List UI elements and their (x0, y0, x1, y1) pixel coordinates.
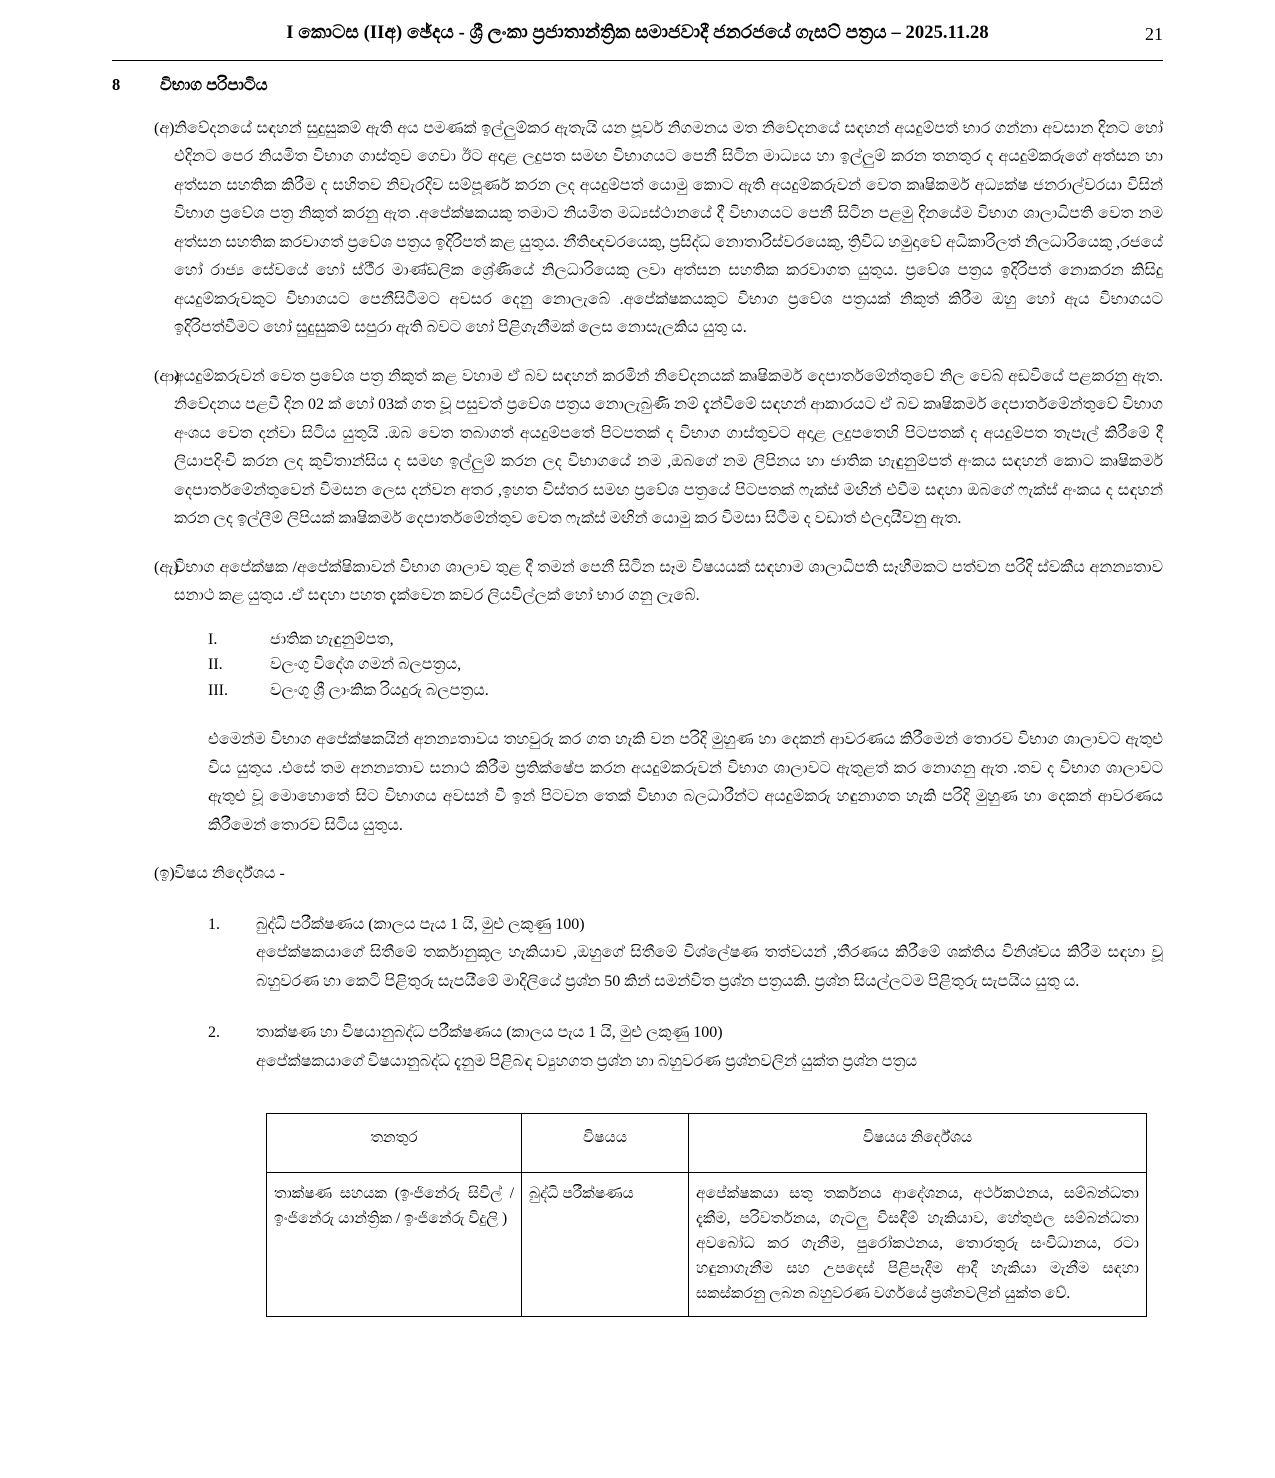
table-header-row (267, 1113, 1147, 1172)
paper-item-2 (112, 1019, 1163, 1077)
paper-title-1: බුද්ධි පරීක්ෂණය (කාලය පැය 1 යි, මුළු ලකුණු 100) (256, 915, 585, 933)
identity-document-list (112, 627, 1163, 705)
table-row (267, 1172, 1147, 1317)
page-number: 21 (1145, 24, 1163, 44)
roman-marker-1: I. (208, 630, 218, 648)
clause-text-a: නිවේදනයේ සඳහන් සුදුසුකම් ඇති අය පමණක් ඉල්ලුම්කර ඇතැයි යන පූර්ව නිගමනය මත නිවේදනයේ සඳහන් අයදුම්පත් භාර ගන්නා අවසාන දිනට හෝ එදිනට පෙර නියමිත විභාග ගාස්තුව ගෙවා ඊට අදාළ ලදුපත සමඟ විභාගයට පෙනී සිටින මාධ්‍යය හා ඉල්ලුම් කරන තනතුර ද අයදුම්කරුගේ අත්සන හා අත්සන සහතික කිරීම ද සහිතව නිවැරදිව සම්පූර්ණ කරන ලද අයදුම්පත් යොමු කොට ඇති අයදුම්කරුවන් වෙත කෘෂිකර්ම අධ්‍යක්ෂ ජනරාල්වරයා විසින් විභාග ප්‍රවේශ පත්‍ර නිකුත් කරනු ඇත .අපේක්ෂකයකු තමාට නියමිත මධ්‍යස්ථානයේ දී විභාගයට පෙනී සිටින පළමු දිනයේම විභාග ශාලාධිපති වෙත නම අත්සන සහතික කරවාගත් ප්‍රවේශ පත්‍රය ඉදිරිපත් කළ යුතුය. නීතිඥවරයෙකු, ප්‍රසිද්ධ නොතාරිස්වරයෙකු, ත්‍රිවිධ හමුදාවේ අධිකාරිලත් නිලධාරියෙකු ,රජයේ හෝ රාජ්‍ය සේවයේ හෝ ස්ථීර මාණ්ඩලික ශ්‍රේණියේ නිලධාරියෙකු ලවා අත්සන සහතික කරවාගත යුතුය. ප්‍රවේශ පත්‍රය ඉදිරිපත් නොකරන කිසිදු අයදුම්කරුවකුට විභාගයට පෙනීසිටීමට අවසර දෙනු නොලැබේ .අපේක්ෂකයකුට විභාග ප්‍රවේශ පත්‍රයක් නිකුත් කිරීම ඔහු හෝ ඇය විභාගයට ඉදිරිපත්වීමට හෝ සුදුසුකම් සපුරා ඇති බවට හෝ පිළිගැනීමක් ලෙස නොසැලකිය යුතු ය. (174, 120, 1163, 337)
clause-text-aa: අයදුම්කරුවන් වෙත ප්‍රවේශ පත්‍ර නිකුත් කළ වහාම ඒ බව සඳහන් කරමින් නිවේදනයක් කෘෂිකර්ම දෙපාර්තමේන්තුවේ නිල වෙබ් අඩවියේ පළකරනු ඇත. නිවේදනය පළවී දින 02 ක් හෝ 03ක් ගත වූ පසුවත් ප්‍රවේශ පත්‍රය නොලැබුණි නම් දැන්වීමේ සඳහන් ආකාරයට ඒ බව කෘෂිකර්ම දෙපාර්තමේන්තුවේ විභාග අංශය වෙත දන්වා සිටිය යුතුයි .ඔබ වෙත තබාගත් අයදුම්පතේ පිටපතක් ද විභාග ගාස්තුවට අදාළ ලදුපතෙහි පිටපතක් ද අයදුම්පත තැපැල් කිරීමේ දී ලියාපදිංචි කරන ලද කුවිතාන්සිය ද සමඟ ඉල්ලුම් කරන ලද විභාගයේ නම ,ඔබගේ නම ලිපිනය හා ජාතික හැඳුනුම්පත් අංකය සඳහන් කොට කෘෂිකර්ම දෙපාර්තමේන්තුවෙන් විමසන ලෙස දන්වන අතර ,ඉහත විස්තර සමඟ ප්‍රවේශ පත්‍රයේ පිටපතක් ෆැක්ස් මඟින් එවීම සඳහා ඔබගේ ෆැක්ස් අංකය ද සඳහන් කරන ලද ඉල්ලීම් ලිපියක් කෘෂිකර්ම දෙපාර්තමේන්තුව වෙත ෆැක්ස් මඟින් යොමු කර විමසා සිටීම ද වඩාත් ඵලදායීවනු ඇත. (174, 367, 1163, 528)
paper-item-1 (112, 911, 1163, 997)
clause-marker-i: (ඉ) (154, 865, 175, 883)
section-heading (112, 75, 1163, 95)
section-title: විභාග පරිපාටිය (160, 75, 268, 94)
gazette-header-title: I කොටස (IIඅ) ඡේදය - ශ්‍රී ලංකා ප්‍රජාතාන්ත්‍රික සමාජවාදී ජනරජයේ ගැසට් පත්‍රය – 2025.11.28 (286, 23, 989, 43)
list-item (112, 627, 1163, 653)
paper-description-2: අපේක්ෂකයාගේ විෂයානුබද්ධ දැනුම පිළිබඳ ව්‍යුහගත ප්‍රශ්න හා බහුවරණ ප්‍රශ්නවලින් යුක්ත ප්‍රශ්න පත්‍රය (256, 1052, 918, 1070)
clause-ae (112, 554, 1163, 611)
paper-title-2: තාක්ෂණ හා විෂයානුබද්ධ පරීක්ෂණය (කාලය පැය 1 යි, මුළු ලකුණු 100) (256, 1023, 723, 1041)
clause-marker-a: (අ) (154, 120, 175, 137)
paper-number-1: 1. (208, 915, 220, 933)
identity-document-3: වලංගු ශ්‍රී ලාංකික රියදුරු බලපත්‍රය. (270, 682, 489, 700)
face-covering-paragraph: එමෙන්ම විභාග අපේක්ෂකයින් අනන්‍යතාවය තහවුරු කර ගත හැකි වන පරිදි මුහුණ හා දෙකන් ආවරණය කිරීමෙන් තොරව විභාග ශාලාවට ඇතුළු විය යුතුය .එසේ තම අනන්‍යතාව සනාථ කිරීම ප්‍රතික්ෂේප කරන අයදුම්කරුවන් විභාග ශාලාවට ඇතුළත් කර නොගනු ඇත .තව ද විභාග ශාලාවට ඇතුළු වූ මොහොතේ සිට විභාගය අවසන් වී ඉන් පිටවන තෙක් විභාග බලධාරීන්ට අයදුම්කරු හඳුනාගත හැකි පරිදි මුහුණ හා දෙකන් ආවරණය කිරීමෙන් තොරව සිටිය යුතුය. (208, 731, 1163, 834)
identity-document-1: ජාතික හැඳුනුම්පත, (270, 630, 394, 648)
clause-a (112, 115, 1163, 343)
clause-aa (112, 363, 1163, 534)
syllabus-table (266, 1113, 1147, 1318)
table-header-subject: විෂයය (522, 1113, 689, 1172)
identity-document-2: වලංගු විදේශ ගමන් බලපත්‍රය, (270, 656, 462, 674)
roman-marker-2: II. (208, 656, 223, 674)
table-cell-post: තාක්ෂණ සහයක (ඉංජිනේරු සිවිල් / ඉංජිනේරු යාන්ත්‍රික / ඉංජිනේරු විදුලි ) (267, 1172, 522, 1317)
section-number: 8 (112, 75, 121, 94)
table-cell-subject: බුද්ධි පරීක්ෂණය (522, 1172, 689, 1317)
list-item (112, 678, 1163, 704)
list-item (112, 652, 1163, 678)
syllabus-table-container (112, 1113, 1163, 1318)
table-header-syllabus: විෂයය නිර්දේශය (689, 1113, 1147, 1172)
syllabus-heading: විෂය නිර්දේශය - (174, 865, 285, 883)
paper-number-2: 2. (208, 1023, 220, 1041)
clause-marker-ae: (ඇ) (154, 558, 179, 576)
header-divider (112, 60, 1163, 61)
clause-i-syllabus (112, 860, 1163, 888)
table-header-post: තනතුර (267, 1113, 522, 1172)
table-cell-syllabus: අපේක්ෂකයා සතු තර්කනය ආදේශනය, අර්ථකථනය, සම්බන්ධතා දැකීම, පරිවර්තනය, ගැටලු විසඳීම් හැකියාව, හේතුඵල සම්බන්ධතා අවබෝධ කර ගැනීම, පුරෝකථනය, තොරතුරු සංවිධානය, රටා හඳුනාගැනීම සහ උපදෙස් පිළිපැදීම ආදී හැකියා මැනීම සඳහා සකස්කරනු ලබන බහුවරණ වර්ගයේ ප්‍රශ්නවලින් යුක්ත වේ. (689, 1172, 1147, 1317)
clause-marker-aa: (ආ) (154, 367, 180, 385)
paper-description-1: අපේක්ෂකයාගේ සිතීමේ තර්කානුකූල හැකියාව ,ඔහුගේ සිතීමේ විශ්ලේෂණ තත්වයන් ,තීරණය කිරීමේ ශක්තිය විනිශ්චය කිරීම සඳහා වූ බහුවරණ හා කෙටි පිළිතුරු සැපයීමේ මාදිලියේ ප්‍රශ්න 50 කින් සමන්විත ප්‍රශ්න පත්‍රයකි. ප්‍රශ්න සියල්ලටම පිළිතුරු සැපයිය යුතු ය. (256, 944, 1163, 991)
page-header (112, 22, 1163, 56)
roman-marker-3: III. (208, 682, 228, 700)
clause-text-ae: විභාග අපේක්ෂක /අපේක්ෂිකාවන් විභාග ශාලාව තුළ දී තමන් පෙනී සිටින සෑම විෂයයක් සඳහාම ශාලාධිපති සෑහීමකට පත්වන පරිදි ස්වකීය අනන්‍යතාව සනාථ කළ යුතුය .ඒ සඳහා පහත දැක්වෙන කවර ලියවිල්ලක් හෝ භාර ගනු ලැබේ. (174, 558, 1163, 605)
